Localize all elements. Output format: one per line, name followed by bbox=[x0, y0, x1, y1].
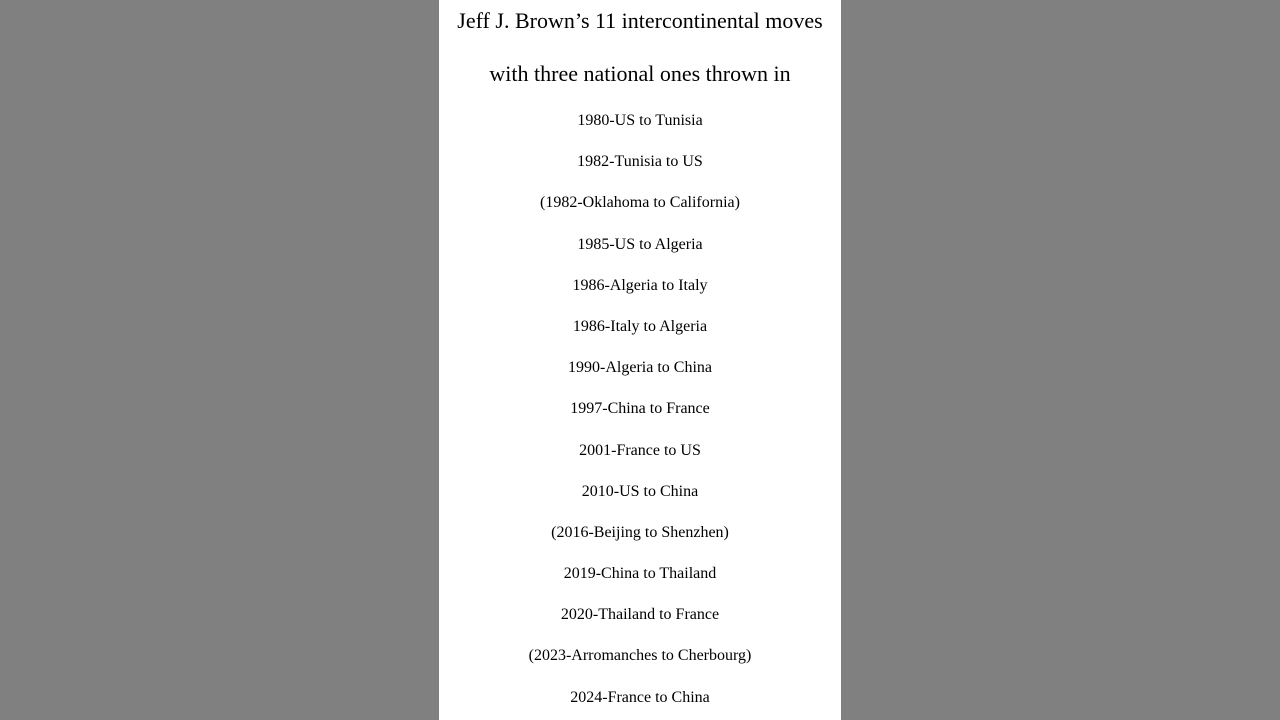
move-item: 2024-France to China bbox=[570, 688, 710, 706]
move-item: 1990-Algeria to China bbox=[568, 359, 712, 377]
document-page bbox=[439, 0, 841, 720]
move-item: 1982-Tunisia to US bbox=[577, 153, 703, 171]
move-item: 2001-France to US bbox=[579, 441, 701, 459]
move-item: 1986-Italy to Algeria bbox=[572, 317, 708, 335]
move-item: (2023-Arromanches to Cherbourg) bbox=[528, 647, 752, 665]
move-item: 2010-US to China bbox=[581, 482, 699, 500]
move-item: 1985-US to Algeria bbox=[577, 235, 703, 253]
move-item: (1982-Oklahoma to California) bbox=[540, 194, 740, 212]
title-line-1: Jeff J. Brown’s 11 intercontinental moves bbox=[457, 8, 823, 33]
move-item: 1997-China to France bbox=[570, 400, 710, 418]
moves-list bbox=[439, 112, 841, 720]
move-item: 1980-US to Tunisia bbox=[577, 112, 703, 129]
move-item: 2019-China to Thailand bbox=[563, 565, 717, 583]
move-item: 2020-Thailand to France bbox=[560, 606, 720, 624]
move-item: 1986-Algeria to Italy bbox=[572, 276, 708, 294]
title-line-2: with three national ones thrown in bbox=[489, 61, 791, 86]
move-item: (2016-Beijing to Shenzhen) bbox=[551, 523, 729, 541]
